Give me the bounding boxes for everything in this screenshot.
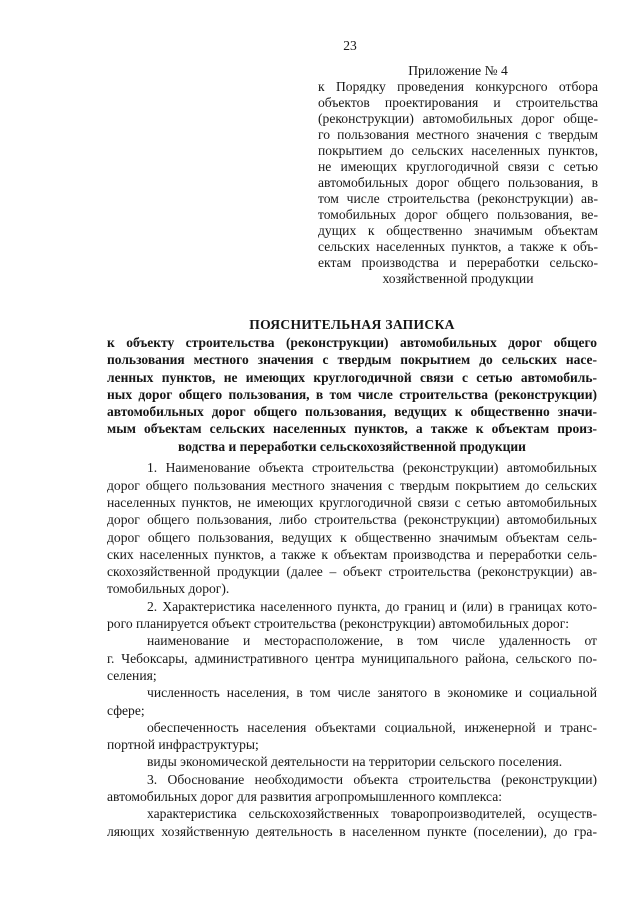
body-line: дорог общего пользования, либо строительства (реконструкции) автомобильных (107, 512, 597, 528)
body-line: 3. Обоснование необходимости объекта строительства (реконструкции) (147, 771, 597, 787)
appendix-line: (реконструкции) автомобильных дорог обще- (318, 111, 598, 126)
appendix-line: автомобильных дорог общего пользования, в (318, 175, 598, 190)
body-line: г. Чебоксары, административного центра муниципального района, сельского по- (107, 650, 597, 666)
body-line: селения; (107, 667, 157, 683)
appendix-line: томобильных дорог общего пользования, ве- (318, 207, 598, 222)
appendix-line: к Порядку проведения конкурсного отбора (318, 79, 598, 94)
appendix-line: хозяйственной продукции (382, 271, 534, 286)
appendix-line: ектам производства и переработки сельско- (318, 255, 598, 270)
appendix-line: сельских населенных пунктов, а также к объ- (318, 239, 598, 254)
heading-line: к объекту строительства (реконструкции) автомобильных дорог общего (107, 335, 597, 350)
body-line: виды экономической деятельности на территории сельского поселения. (147, 754, 563, 770)
body-line: ских населенных пунктов, а также к объектам производства и переработки сель- (107, 546, 597, 562)
body-line: обеспеченность населения объектами социальной, инженерной и транс- (147, 719, 597, 735)
document-body (107, 459, 597, 840)
appendix-line: не имеющих круглогодичной связи с сетью (318, 159, 598, 174)
appendix-block (318, 62, 598, 287)
body-line: автомобильных дорог для развития агропромышленного комплекса: (107, 788, 503, 804)
body-line: населенных пунктов, не имеющих круглогодичной связи с сетью автомобильных (107, 494, 597, 510)
heading-line: ленных пунктов, не имеющих круглогодичной связи с сетью автомобиль- (107, 369, 597, 385)
body-line: наименование и месторасположение, в том числе удаленность от (147, 633, 597, 649)
body-line: дорог общего пользования, ведущих к общественно значимым объектам сель- (107, 529, 597, 545)
body-line: скохозяйственной продукции (далее – объект строительства (реконструкции) ав- (107, 564, 597, 580)
heading-line: мым объектам сельских населенных пунктов, а также к объектам произ- (107, 421, 597, 437)
body-line: 2. Характеристика населенного пункта, до границ и (или) в границах кото- (147, 598, 597, 614)
appendix-line: том числе строительства (реконструкции) ав- (318, 191, 598, 206)
body-line: ляющих хозяйственную деятельность в населенном пункте (поселении), до гра- (107, 823, 597, 839)
body-line: томобильных дорог). (107, 581, 230, 597)
body-line: рого планируется объект строительства (реконструкции) автомобильных дорог: (107, 616, 570, 632)
heading-line: водства и переработки сельскохозяйственной продукции (178, 438, 526, 454)
document-title: ПОЯСНИТЕЛЬНАЯ ЗАПИСКА (249, 317, 455, 332)
appendix-title: Приложение № 4 (408, 63, 508, 78)
body-line: портной инфраструктуры; (107, 737, 259, 753)
heading-line: пользования местного значения с твердым покрытием до сельских насе- (107, 352, 597, 368)
appendix-line: покрытием до сельских населенных пунктов, (318, 143, 598, 158)
body-line: численность населения, в том числе занятого в экономике и социальной (147, 685, 597, 701)
body-line: характеристика сельскохозяйственных товаропроизводителей, осуществ- (147, 806, 597, 822)
body-line: дорог общего пользования местного значения с твердым покрытием до сельских (107, 477, 597, 493)
body-line: 1. Наименование объекта строительства (реконструкции) автомобильных (147, 460, 597, 476)
heading-line: автомобильных дорог общего пользования, ведущих к общественно значи- (107, 404, 597, 420)
appendix-line: го пользования местного значения с твердым (318, 127, 598, 142)
heading-line: ных дорог общего пользования, в том числе строительства (реконструкции) (107, 386, 597, 402)
document-heading (107, 316, 597, 455)
appendix-line: объектов проектирования и строительства (318, 95, 598, 110)
appendix-line: дущих к общественно значимым объектам (318, 223, 598, 238)
body-line: сфере; (107, 702, 145, 718)
page-number: 23 (343, 38, 357, 53)
